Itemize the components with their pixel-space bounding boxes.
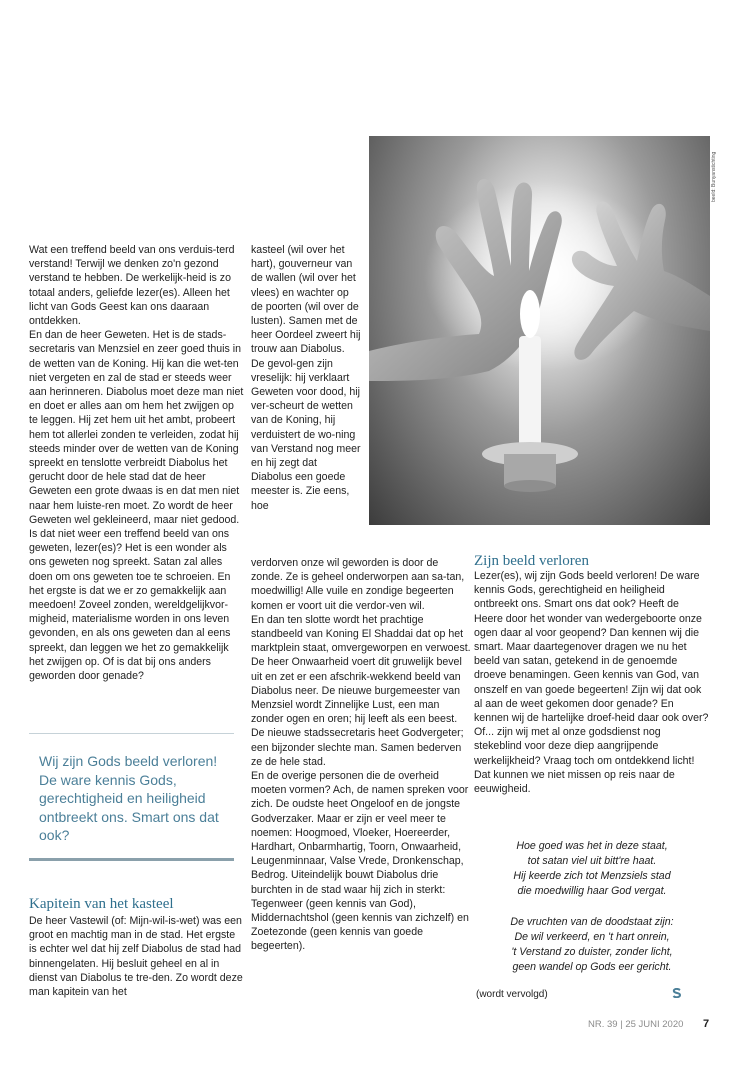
page-number: 7 (703, 1018, 710, 1030)
poem-stanza-1 (474, 839, 710, 899)
col2-paragraph-3: En de overige personen die de overheid moeten vormen? Ach, de namen spreken voor zich. De oudste heet Ongeloof en de jongste Godverzaker. Maar er zijn er veel meer te noemen: Hoogmoed, Vloeker, Hoereerder, Hardhart, Onbarmhartig, Toorn, Onwaarheid, Leugenminnaar, Valse Vrede, Dronkenschap, Bedrog. Uiteindelijk bouwt Diabolus drie burchten in de stad waar hij zich in sterkt: Tegenweer (geen kennis van God), Middernachtshol (geen kennis van zichzelf) en Zoetezonde (geen kennis van goede begeerten). (251, 770, 469, 953)
poem-line: 't Verstand zo duister, zonder licht, (511, 946, 673, 958)
pullquote-rule (29, 858, 234, 861)
poem-line: De wil verkeerd, en 't hart onrein, (514, 931, 670, 943)
hands-candle-illustration (369, 136, 710, 525)
poem-line: tot satan viel uit bitt're haat. (527, 855, 657, 867)
photo-credit: beeld: Bunyanstichting (711, 151, 717, 202)
poem-line: De vruchten van de doodstaat zijn: (510, 916, 674, 928)
pullquote-top-rule (29, 733, 234, 734)
poem-stanza-2 (474, 915, 710, 975)
column-2-bottom (251, 556, 471, 954)
poem-line: Hoe goed was het in deze staat, (516, 840, 668, 852)
issue-date-footer: NR. 39 | 25 JUNI 2020 (588, 1019, 684, 1030)
col2-paragraph-1: verdorven onze wil geworden is door de zonde. Ze is geheel onderworpen aan sa-tan, moedwillig! Alle vuile en zondige begeerten komen er voort uit die verdor-ven wil. (251, 557, 465, 612)
col1-paragraph-1: Wat een treffend beeld van ons verduis-terd verstand! Terwijl we denken zo'n gezond verstand te hebben. De werkelijk-heid is zo totaal anders, geliefde lezer(es). Alleen het licht van Gods Geest kan ons daaraan ontdekken. (29, 244, 235, 328)
column-2-top: kasteel (wil over het hart), gouverneur van de wallen (wil over het vlees) en wachter op de poorten (wil over de lusten). Samen met de heer Oordeel zweert hij trouw aan Diabolus. De gevol-gen zijn vreselijk: hij verklaart Geweten voor dood, hij ver-scheurt de wetten van de Koning, hij verduistert de wo-ning van Verstand nog meer en hij zegt dat Diabolus een goede meester is. Zie eens, hoe (251, 244, 361, 512)
wordt-vervolgd: (wordt vervolgd) (476, 989, 548, 1000)
poem-line: geen wandel op Gods eer gericht. (512, 961, 672, 973)
end-mark-icon (672, 988, 682, 998)
column-1 (29, 243, 244, 683)
col2-paragraph-2: En dan ten slotte wordt het prachtige standbeeld van Koning El Shaddai dat op het marktplein staat, omvergeworpen en verwoest. De heer Onwaarheid voert dit gruwelijk bevel uit en zet er een afschrik-wekkend beeld van Diabolus neer. De nieuwe burgemeester van Menzsiel wordt Zinnelijke Lust, een man zonder ogen en oren; hij leeft als een beest. De nieuwe stadssecretaris heet Godvergeter; een bijzonder slechte man. Samen bederven ze de hele stad. (251, 613, 471, 768)
poem-line: die moedwillig haar God vergat. (517, 885, 667, 897)
col1-paragraph-3: Is dat niet weer een treffend beeld van ons geweten, lezer(es)? Het is een wonder als ons geweten nog spreekt. Satan zal alles doen om ons geweten toe te schroeien. En het ergste is dat we er zo gemakkelijk aan meedoen! Zoveel zonden, wereldgelijkvor-migheid, materialisme worden in ons leven gevonden, en als ons geweten dan al eens spreekt, dan leggen we het zo gemakkelijk het zwijgen op. Of is dat bij ons anders geworden door genade? (29, 528, 231, 683)
kapitein-text: De heer Vastewil (of: Mijn-wil-is-wet) was een groot en machtig man in de stad. Het ergste is echter wel dat hij zelf Diabolus de stad had binnengelaten. Hij besluit geheel en al in dienst van Diabolus te tre-den. Zo wordt deze man kapitein van het (29, 915, 243, 999)
heading-kapitein: Kapitein van het kasteel (29, 896, 174, 912)
heading-zijn-beeld-verloren: Zijn beeld verloren (474, 553, 589, 569)
col1-paragraph-2: En dan de heer Geweten. Het is de stads-secretaris van Menzsiel en zeer goed thuis in de wetten van de Koning. Hij kan die wet-ten niet vergeten en zal de stad er steeds weer aan herinneren. Diabolus moet deze man niet en doet er alles aan om hem het zwijgen op te leggen. Hij zet hem uit het ambt, probeert hem tot allerlei zonden te verleiden, zodat hij steeds minder over de wetten van de Koning spreekt en tenslotte verbreidt Diabolus het gerucht door de hele stad dat de heer Geweten een grote dwaas is en dat men niet naar hem luiste-ren moet. Zo wordt de heer Geweten wel gekleineerd, maar niet gedood. (29, 329, 244, 526)
pullquote: Wij zijn Gods beeld verloren! De ware kennis Gods, gerechtigheid en heiligheid ontbreekt ons. Smart ons dat ook? (39, 753, 219, 844)
hands-candle-photo (369, 136, 710, 525)
beeld-text: Lezer(es), wij zijn Gods beeld verloren! De ware kennis Gods, gerechtigheid en heiligheid ontbreekt ons. Smart ons dat ook? Heeft de Heere door het wonder van wedergeboorte onze ogen daar al voor geopend? Dan kennen wij die smart. Maar daartegenover dragen we nu het beeld van satan, getekend in de genoemde droeve benamingen. Geen kennis van God, van onszelf en van goede begeerten! Zijn wij dat ook al aan de weet gekomen door genade? En kennen wij de hartelijke droef-heid daar ook over? Of... zijn wij met al onze godsdienst nog stekeblind voor deze diep aangrijpende werkelijkheid? Vraag toch om ontdekkend licht! Dat kunnen we niet missen op reis naar de eeuwigheid. (474, 570, 709, 796)
poem-line: Hij keerde zich tot Menzsiels stad (513, 870, 671, 882)
